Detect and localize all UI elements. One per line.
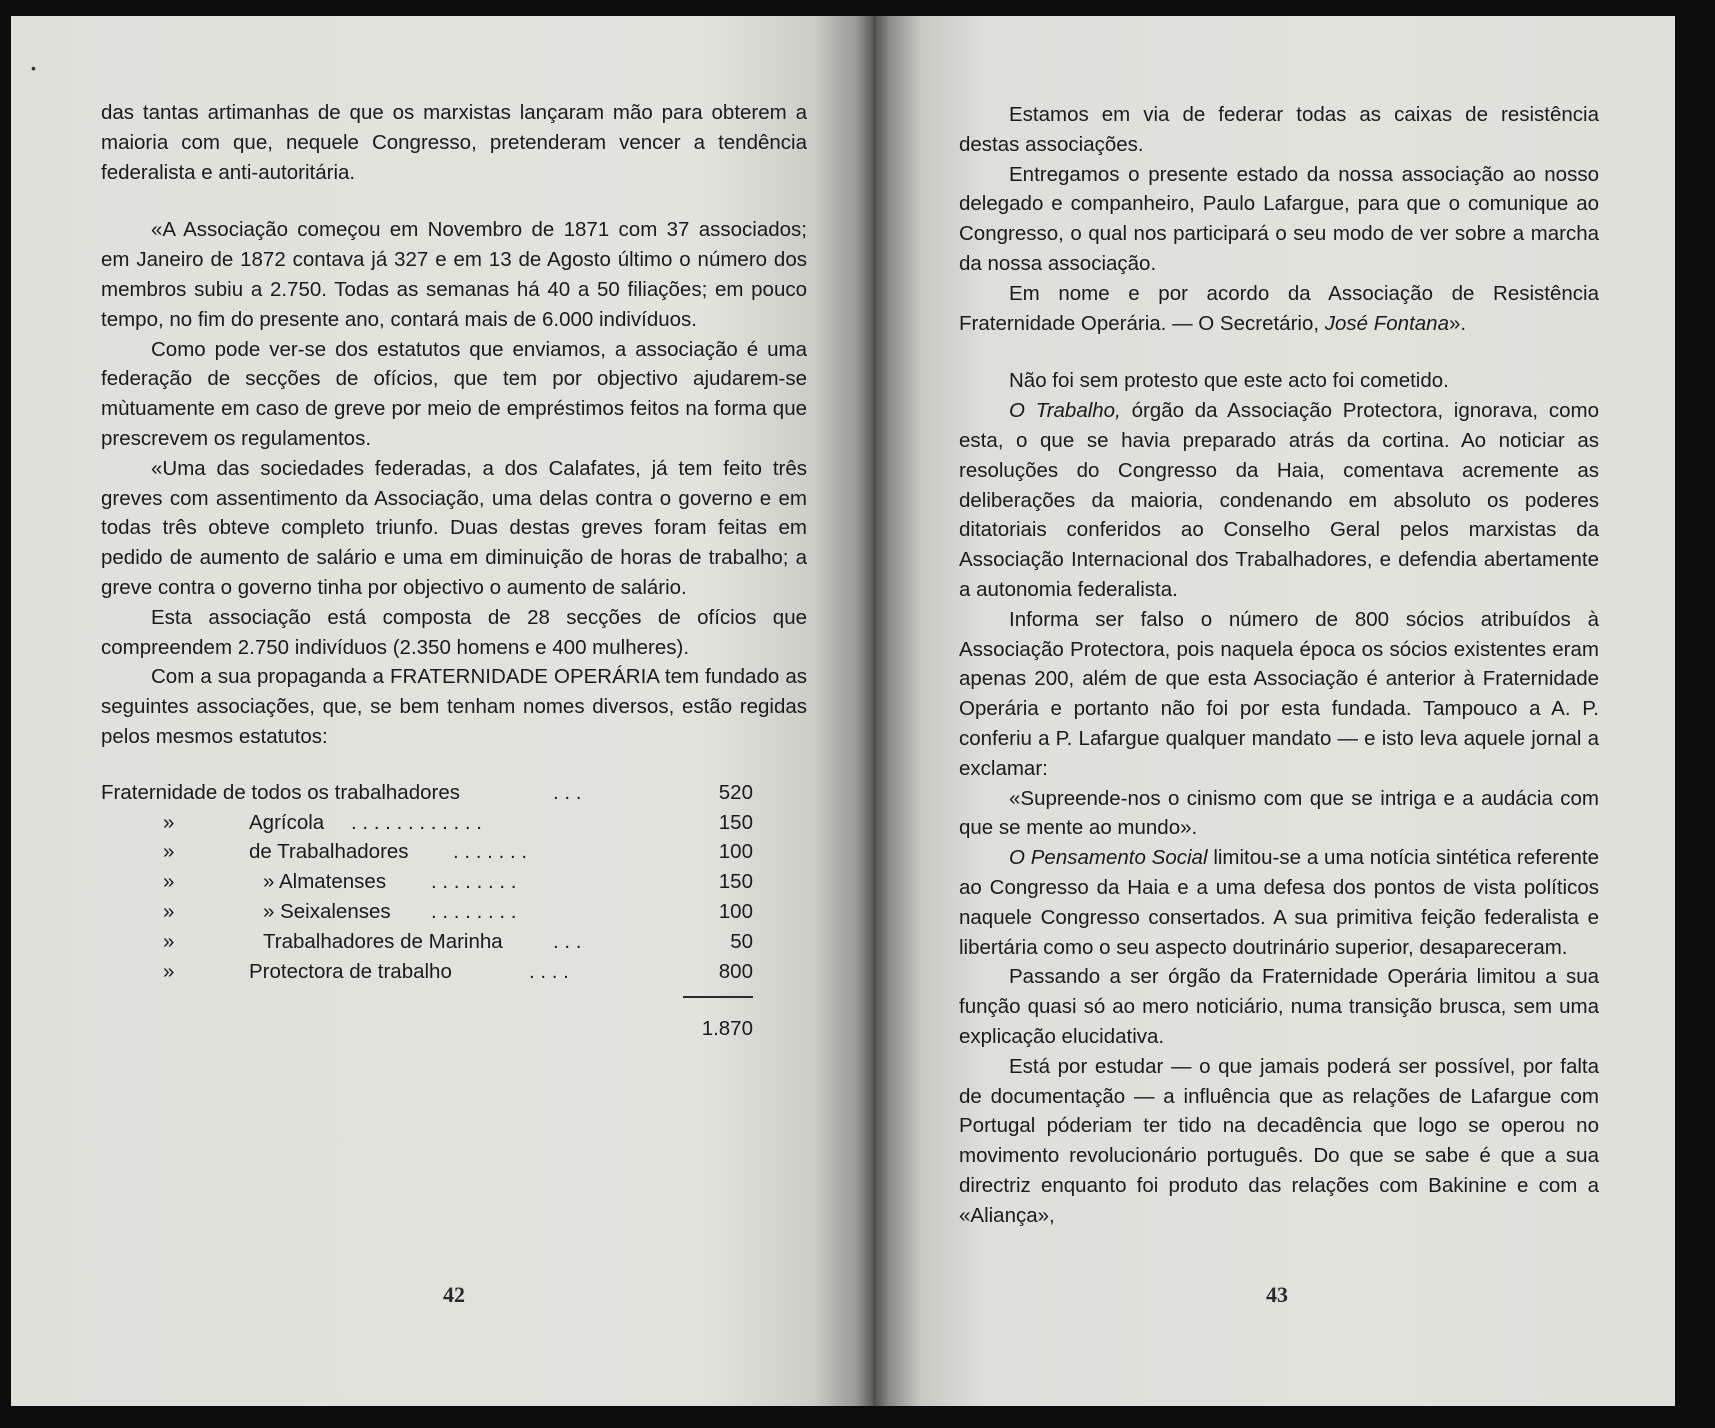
row-dots: . . . [553,780,582,804]
row-name: Agrícola [249,810,325,834]
paragraph: Não foi sem protesto que este acto foi cometido. [1009,369,1449,393]
speck: • [31,60,36,76]
journal-title: O Pensamento Social [1009,846,1208,870]
closing-quote: ». [1448,311,1467,335]
journal-title: O Trabalho, [1009,399,1121,423]
paragraph: das tantas artimanhas de que os marxistas lançaram mão para obterem a maioria com que, nequele Congresso, pretenderam vencer a tendência federalista e anti-autoritária. [101,101,807,184]
row-value: 520 [718,780,753,804]
book-spread [11,16,1675,1406]
paragraph [959,843,1599,962]
paragraph: «A Associação começou em Novembro de 1871 com 37 associados; em Janeiro de 1872 contava já 327 e em 13 de Agosto último o número dos membros subiu a 2.750. Todas as semanas há 40 a 50 filiações; em pouco tempo, no fim do presente ano, contará mais de 6.000 indivíduos. [101,218,807,331]
row-dots: . . . [553,929,582,953]
row-name: Fraternidade de todos os trabalhadores [101,780,460,804]
row-dots: . . . . [529,959,569,983]
left-page [11,16,873,1406]
paragraph: Estamos em via de federar todas as caixas de resistência destas associações. [959,103,1599,156]
table-row [101,927,753,957]
row-name: de Trabalhadores [249,840,409,864]
paragraph-text: órgão da Associação Protectora, ignorava, como esta, o que se havia preparado atrás da cortina. Ao noticiar as resoluções do Congresso da Haia, comentava acremente as deliberações da maioria, condenando em absoluto os poderes ditatoriais conferidos ao Conselho Geral pelos marxistas da Associação Internacional dos Trabalhadores, e defendia abertamente a autonomia federalista. [959,399,1599,601]
signature-name: José Fontana [1324,311,1449,335]
paragraph: Entregamos o presente estado da nossa associação ao nosso delegado e companheiro, Paulo Lafargue, para que o comunique ao Congresso, o qual nos participará o seu modo de ver sobre a marcha da nossa associação. [959,162,1599,275]
row-dots: . . . . . . . . [431,870,517,894]
ditto-mark: » [163,929,175,953]
paragraph [959,396,1599,605]
ditto-mark: » [163,899,175,923]
paragraph: Com a sua propaganda a FRATERNIDADE OPERÁRIA tem fundado as seguintes associações, que, se bem tenham nomes diversos, estão regidas pelos mesmos estatutos: [101,665,807,748]
ditto-mark: » [163,840,175,864]
row-dots: . . . . . . . . [431,899,517,923]
row-dots: . . . . . . . [453,840,528,864]
paragraph: Como pode ver-se dos estatutos que enviamos, a associação é uma federação de secções de ofícios, que tem por objectivo ajudarem-se mùtuamente em caso de greve por meio de empréstimos feitos na forma que prescrevem os regulamentos. [101,337,807,450]
table-row [101,957,753,987]
paragraph-text: limitou-se a uma notícia sintética referente ao Congresso da Haia e a uma defesa dos pontos de vista políticos naquele Congresso consertados. A sua primitiva feição federalista e libertária como o seu aspecto doutrinário superior, desapareceram. [959,846,1599,959]
association-table [101,778,753,1044]
paragraph: «Uma das sociedades federadas, a dos Calafates, já tem feito três greves com assentimento da Associação, uma delas contra o governo e em todas três obteve completo triunfo. Duas destas greves foram feitas em pedido de aumento de salário e uma em diminuição de horas de trabalho; a greve contra o governo tinha por objectivo o aumento de salário. [101,456,807,599]
paragraph [959,279,1599,339]
sign-off-text: Em nome e por acordo da Associação de Resistência Fraternidade Operária. — O Secretário, [959,281,1599,335]
row-value: 800 [718,959,753,983]
table-row [101,808,753,838]
table-row [101,897,753,927]
paragraph: Informa ser falso o número de 800 sócios atribuídos à Associação Protectora, pois naquela época os sócios existentes eram apenas 200, além de que esta Associação é anterior à Fraternidade Operária e portanto não foi por esta fundada. Tampouco a A. P. conferiu a P. Lafargue qualquer mandato — e isto leva aquele jornal a exclamar: [959,607,1599,780]
table-row [101,778,753,808]
ditto-mark: » [163,810,175,834]
row-dots: . . . . . . . . . . . . [351,810,482,834]
table-row [101,837,753,867]
row-value: 150 [718,810,753,834]
paragraph: Passando a ser órgão da Fraternidade Operária limitou a sua função quasi só ao mero noticiário, numa transição brusca, sem uma explicação elucidativa. [959,965,1599,1048]
row-name: Trabalhadores de Marinha [263,929,503,953]
row-value: 100 [718,899,753,923]
paragraph: «Supreende-nos o cinismo com que se intriga e a audácia com que se mente ao mundo». [959,786,1599,840]
row-name: Protectora de trabalho [249,959,452,983]
right-page [873,16,1675,1406]
row-name: » Seixalenses [263,899,391,923]
row-value: 50 [730,929,753,953]
table-row [101,867,753,897]
paragraph: Está por estudar — o que jamais poderá ser possível, por falta de documentação — a influência que as relações de Lafargue com Portugal póderiam ter tido na decadência que logo se operou no movimento revolucionário português. Do que se sabe é que a sua directriz enquanto foi produto das relações com Bakinine e com a «Aliança», [959,1054,1599,1227]
row-name: » Almatenses [263,870,387,894]
paragraph: Esta associação está composta de 28 secções de ofícios que compreendem 2.750 indivíduos (2.350 homens e 400 mulheres). [101,605,807,659]
row-value: 100 [718,840,753,864]
table-total: 1.870 [701,1017,753,1041]
page-number: 43 [1266,1282,1288,1307]
ditto-mark: » [163,870,175,894]
ditto-mark: » [163,959,175,983]
sum-rule [683,996,753,998]
row-value: 150 [718,870,753,894]
page-number: 42 [443,1282,465,1307]
